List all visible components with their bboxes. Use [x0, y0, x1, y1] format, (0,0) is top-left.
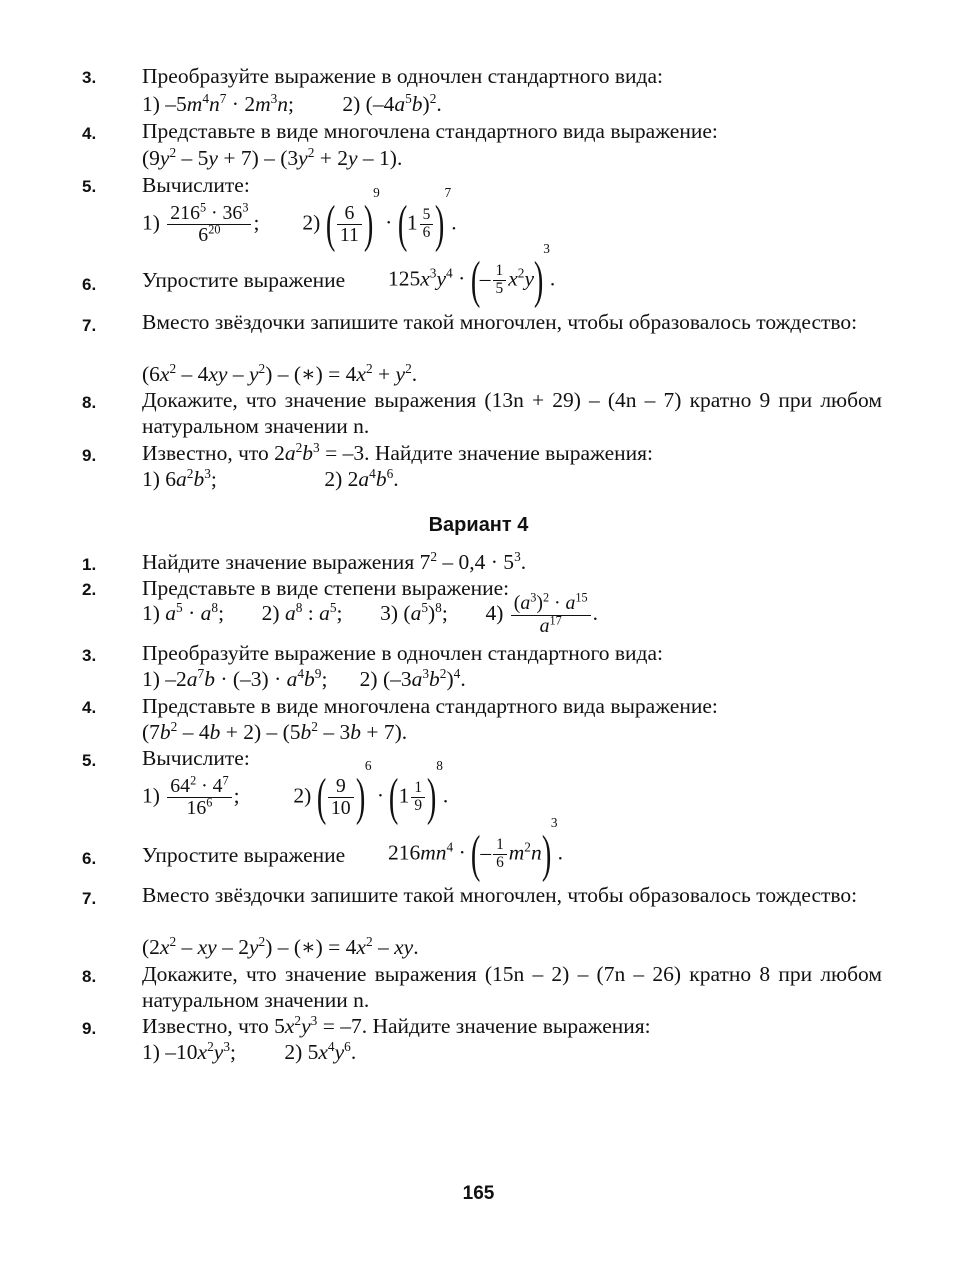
task-expression: $216mn^4$ · (– $\frac{1}{6}$ $m^2n)3$.	[388, 815, 563, 883]
task-text: Вычислите:	[142, 746, 250, 770]
task-text: Вычислите:	[142, 173, 250, 197]
task-text-line: Найдите значение выражения $7^2 - 0,4 \cdot 5^3$.	[142, 548, 527, 574]
task-expression: 1) $-2a^7b \cdot (-3) \cdot a^4b^9$; 2) $(-3a^3b^2)^4$.	[142, 665, 466, 691]
task-text: Докажите, что значение выражения (13n + 29) – (4n – 7) кратно 9 при любом натуральном значении n.	[142, 388, 882, 438]
task-text: Известно, что	[142, 441, 269, 465]
page-number: 165	[462, 1183, 495, 1204]
task-expression: 1) $\frac{216^5 \cdot 36^3}{6^{20}}$ ; 2) ( $\frac{6}{11}$ )9 · (1 $\frac{5}{6}$ )7.	[142, 185, 457, 253]
task-number: 3.	[82, 646, 97, 665]
task-number: 3.	[82, 68, 97, 87]
task-expression: 1) $-10x^2y^3$; 2) $5x^4y^6$.	[142, 1038, 357, 1064]
task-number: 2.	[82, 580, 97, 599]
task-text: Упростите выражение	[142, 843, 346, 867]
task-number: 6.	[82, 849, 97, 868]
task-number: 7.	[82, 316, 97, 335]
task-number: 9.	[82, 1019, 97, 1038]
task-expression: $(9y^2 - 5y + 7) - (3y^2 + 2y - 1)$.	[142, 144, 403, 170]
task-expression: $125x^3y^4$ · (– $\frac{1}{5}$ $x^2y)3$.	[388, 241, 556, 309]
task-number: 4.	[82, 124, 97, 143]
task-number: 9.	[82, 446, 97, 465]
task-number: 8.	[82, 393, 97, 412]
task-expression: 1) $\frac{64^2 \cdot 4^7}{16^6}$ ; 2) ( $\frac{9}{10}$ )6 · (1 $\frac{1}{9}$ )8.	[142, 758, 449, 826]
variant-heading: Вариант 4	[428, 514, 529, 536]
task-text: Представьте в виде многочлена стандартного вида выражение:	[142, 694, 718, 718]
task-text: Вместо звёздочки запишите такой многочлен, чтобы образовалось тождество:	[142, 310, 858, 334]
task-text-line: Известно, что $5x^2y^3 = -7$. Найдите значение выражения:	[142, 1012, 651, 1038]
task-text-line: Известно, что $2a^2b^3 = -3$. Найдите значение выражения:	[142, 439, 654, 465]
task-text: Преобразуйте выражение в одночлен стандартного вида:	[142, 64, 663, 88]
task-text: Вместо звёздочки запишите такой многочлен, чтобы образовалось тождество:	[142, 883, 858, 907]
task-expression: $(6x^2 - 4xy - y^2)$ – (∗) = $4x^2 + y^2$.	[142, 360, 418, 386]
task-expression: 1) $a^5 \cdot a^8$; 2) $a^8$ : $a^5$; 3) $(a^5)^8$; 4) $\frac{(a^3)^2 \cdot a^{15}}{a^{17}}$ .	[142, 590, 599, 637]
task-number: 4.	[82, 698, 97, 717]
task-expression: $(7b^2 - 4b + 2) - (5b^2 - 3b + 7)$.	[142, 718, 408, 744]
task-number: 8.	[82, 967, 97, 986]
task-expression: 1) $-5m^4n^7 \cdot 2m^3n$; 2) $(-4a^5b)^2$.	[142, 90, 442, 116]
task-text: Представьте в виде многочлена стандартного вида выражение:	[142, 119, 718, 143]
task-number: 5.	[82, 751, 97, 770]
task-expression: ($2x^2$ – xy – $2y^2$) – (∗) = $4x^2$ – xy.	[142, 933, 419, 959]
task-expression: 1) $6a^2b^3$; 2) $2a^4b^6$.	[142, 465, 399, 491]
task-text: Преобразуйте выражение в одночлен стандартного вида:	[142, 641, 663, 665]
task-text: Представьте в виде степени выражение:	[142, 576, 510, 600]
task-number: 5.	[82, 177, 97, 196]
task-text: Докажите, что значение выражения (15n – 2) – (7n – 26) кратно 8 при любом натуральном значении n.	[142, 962, 882, 1012]
task-number: 7.	[82, 889, 97, 908]
task-text: Известно, что	[142, 1014, 269, 1038]
task-number: 6.	[82, 275, 97, 294]
task-text: Упростите выражение	[142, 268, 346, 292]
task-number: 1.	[82, 555, 97, 574]
task-text: Найдите значение выражения	[142, 550, 415, 574]
